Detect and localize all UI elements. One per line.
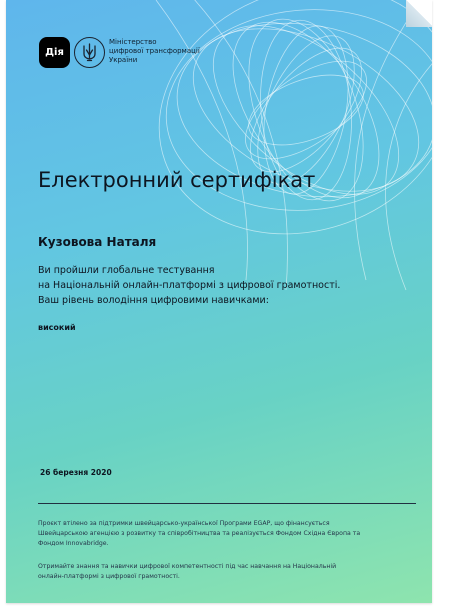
trident-icon	[74, 37, 105, 68]
ministry-line: цифрової трансформації	[109, 47, 200, 55]
footer-support-note	[38, 519, 418, 549]
footer-line: Фондом Innovabridge.	[38, 540, 109, 547]
footer-line: Проєкт втілено за підтримки швейцарсько-української Програми EGAP, що фінансується	[38, 520, 330, 527]
divider	[38, 503, 416, 504]
certificate-body	[38, 263, 423, 308]
footer-line: онлайн-платформі з цифрової грамотності.	[38, 573, 180, 580]
certificate-title: Електронний сертифікат	[38, 168, 316, 192]
ministry-line: Міністерство	[109, 38, 157, 46]
footer-platform-note	[38, 562, 418, 582]
footer-line: Швейцарською агенцією з розвитку та співробітництва та реалізується Фондом Східна Європа та	[38, 530, 361, 537]
issue-date: 26 березня 2020	[40, 468, 112, 477]
certificate-page	[6, 0, 432, 603]
footer-line: Отримайте знання та навички цифрової компетентності під час навчання на Національній	[38, 563, 337, 570]
body-line: на Національній онлайн-платформі з цифрової грамотності.	[38, 280, 341, 291]
recipient-name: Кузовова Наталя	[38, 235, 157, 249]
ministry-name	[109, 38, 249, 65]
page-fold-corner	[406, 0, 432, 27]
body-line: Ви пройшли глобальне тестування	[38, 265, 215, 276]
body-line: Ваш рівень володіння цифровими навичками:	[38, 295, 269, 306]
ministry-line: України	[109, 56, 138, 64]
diia-logo: Дія	[39, 37, 70, 68]
skill-level: високий	[38, 323, 76, 332]
